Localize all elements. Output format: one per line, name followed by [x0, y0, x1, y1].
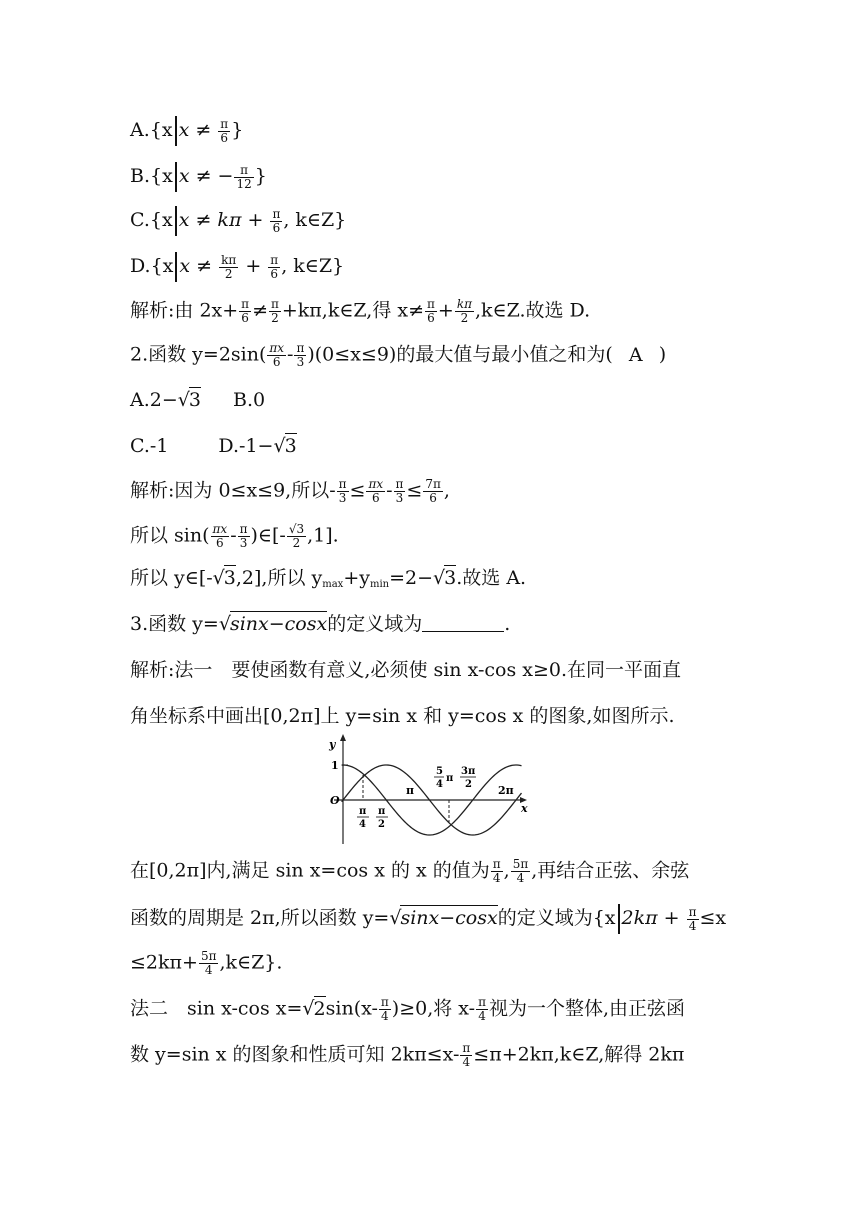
solution-q3-line4: 函数的周期是 2π,所以函数 y=√sinx−cosx的定义域为{x 2kπ + $\frac{\pi}{4}$ ≤x: [130, 904, 727, 933]
option-c-tail: , k∈Z}: [283, 209, 347, 231]
fraction: $\frac{\pi}{6}$: [270, 252, 279, 281]
option-c-prefix: C.{x: [130, 209, 173, 231]
solution-q1: 解析:由 2x+ $\frac{\pi}{6}$ ≠ $\frac{\pi}{2}$ +kπ,k∈Z,得 x≠ $\frac{\pi}{6}$ + $\frac{k\pi}{2}$ ,k∈Z.故选 D.: [130, 297, 591, 325]
set-bar: [175, 116, 177, 146]
option-d: [130, 252, 344, 280]
fraction: $\frac{\pi}{12}$: [236, 162, 252, 191]
tick-pi-2-num: π: [378, 806, 386, 817]
fraction: $\frac{\pi}{6}$: [220, 116, 229, 145]
option-a-relation: x ≠: [178, 119, 218, 141]
solution-q2-line2: 所以 sin( $\frac{\pi x}{6}$ - $\frac{\pi}{3}$ )∈[- $\frac{√3}{2}$ ,1].: [130, 522, 339, 550]
tick-pi-2-den: 2: [378, 819, 385, 830]
option-b-close: }: [254, 165, 267, 187]
sin-cos-graph: [320, 732, 540, 850]
option-d-relation: x ≠: [179, 255, 219, 277]
fraction: $\frac{k\pi}{2}$: [221, 252, 237, 281]
answer-blank: [422, 613, 504, 632]
question-3: 3.函数 y=√sinx−cosx的定义域为 .: [130, 613, 511, 635]
set-bar: [175, 252, 177, 282]
origin-label: O: [330, 794, 340, 807]
option-b-relation: x ≠ −: [178, 165, 234, 187]
solution-q3-line1: 解析:法一 要使函数有意义,必须使 sin x-cos x≥0.在同一平面直: [130, 659, 682, 681]
solution-q3-line6: 法二 sin x-cos x=√2sin(x- $\frac{\pi}{4}$ )≥0,将 x- $\frac{\pi}{4}$ 视为一个整体,由正弦函: [130, 995, 686, 1023]
one-label: 1: [331, 759, 339, 772]
solution-q3-line2: 角坐标系中画出[0,2π]上 y=sin x 和 y=cos x 的图象,如图所示.: [130, 705, 675, 727]
x-axis-label: x: [521, 802, 528, 815]
pi-label: π: [406, 784, 415, 797]
tick-5pi-4-pi: π: [446, 773, 454, 784]
tick-5pi-4-den: 4: [436, 779, 443, 790]
option-a: [130, 116, 243, 144]
option-b: [130, 162, 267, 190]
tick-5pi-4-num: 5: [436, 766, 443, 777]
solution-q3-line7: 数 y=sin x 的图象和性质可知 2kπ≤x- $\frac{\pi}{4}$ ≤π+2kπ,k∈Z,解得 2kπ: [130, 1041, 685, 1069]
tick-3pi-2-num: 3π: [461, 766, 476, 777]
solution-q3-line3: 在[0,2π]内,满足 sin x=cos x 的 x 的值为 $\frac{\pi}{4}$ , $\frac{5\pi}{4}$ ,再结合正弦、余弦: [130, 857, 690, 885]
y-axis-label: y: [329, 738, 336, 751]
option-c: [130, 206, 346, 234]
set-bar: [175, 162, 177, 192]
y-axis-arrow: [340, 734, 346, 741]
option-a-close: }: [231, 119, 244, 141]
two-pi-label: 2π: [498, 784, 514, 797]
q2-options-cd: C.-1 D.-1−√3: [130, 435, 297, 457]
option-d-tail: , k∈Z}: [281, 255, 345, 277]
plus-sign: +: [239, 255, 268, 277]
question-2: 2.函数 y=2sin( $\frac{\pi x}{6}$ - $\frac{\pi}{3}$ )(0≤x≤9)的最大值与最小值之和为( A ): [130, 341, 667, 369]
solution-q2-line3: 所以 y∈[-√3,2],所以 $y_{max}+y_{min}=2-√3$.故选 A.: [130, 567, 527, 590]
answer-q2: A: [628, 343, 643, 366]
option-d-prefix: D.{x: [130, 255, 174, 277]
tick-3pi-2-den: 2: [465, 779, 472, 790]
solution-q2-line1: 解析:因为 0≤x≤9,所以- $\frac{\pi}{3}$ ≤ $\frac{\pi x}{6}$ - $\frac{\pi}{3}$ ≤ $\frac{7\pi}{6}$ ,: [130, 477, 450, 505]
solution-q3-line5: ≤2kπ+ $\frac{5\pi}{4}$ ,k∈Z}.: [130, 949, 283, 977]
q2-options-ab: A.2−√3 B.0: [130, 389, 266, 411]
option-c-relation: x ≠ kπ +: [178, 209, 270, 231]
set-bar: [175, 206, 177, 236]
option-b-prefix: B.{x: [130, 165, 173, 187]
tick-pi-4-den: 4: [359, 819, 366, 830]
fraction: $\frac{\pi}{6}$: [272, 206, 281, 235]
option-a-prefix: A.{x: [130, 119, 173, 141]
tick-pi-4-num: π: [359, 806, 367, 817]
